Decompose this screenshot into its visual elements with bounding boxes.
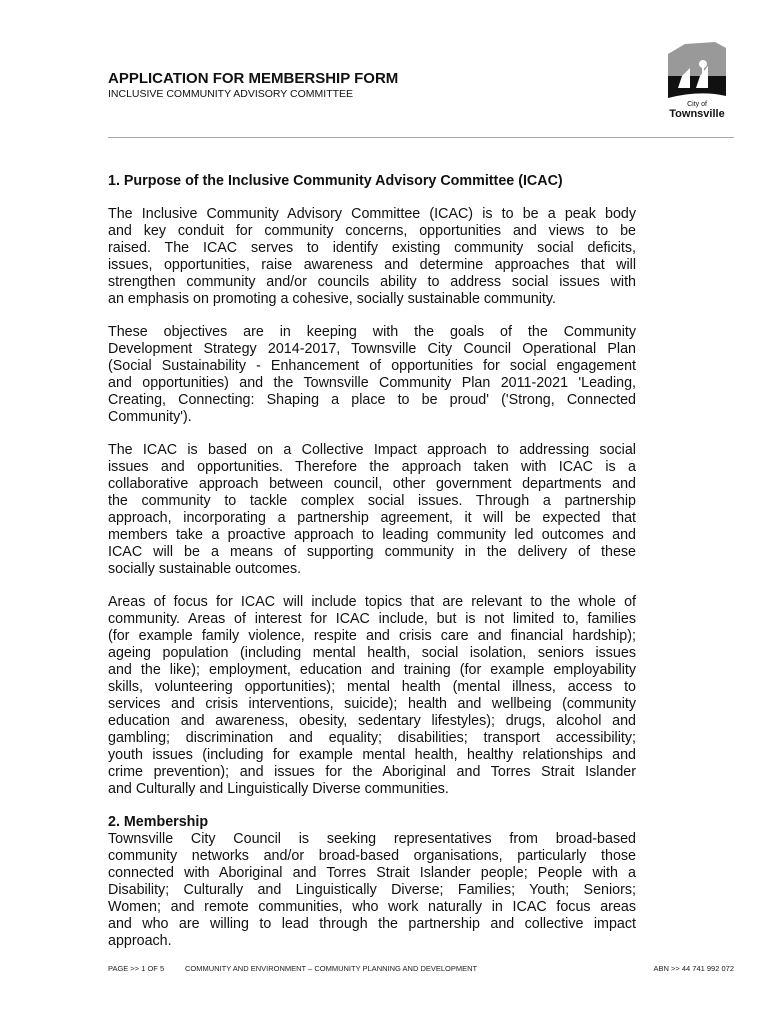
svg-text:Townsville: Townsville <box>669 108 725 118</box>
text-line: youth issues (including for example mental health, healthy relationships and <box>108 747 636 763</box>
text-line: and key conduit for community concerns, opportunities and views to be <box>108 223 636 239</box>
text-line: (for example family violence, respite and crisis care and financial hardship); <box>108 628 636 644</box>
footer-page-number: PAGE >> 1 OF 5 <box>108 964 165 973</box>
text-line: education and awareness, obesity, sedentary lifestyles); drugs, alcohol and <box>108 713 636 729</box>
document-body <box>108 173 636 950</box>
section-1-heading: 1. Purpose of the Inclusive Community Advisory Committee (ICAC) <box>108 173 563 189</box>
text-line: collaborative approach between council, other government departments and <box>108 476 636 492</box>
text-line: and who are willing to lead through the partnership and collective impact <box>108 916 636 932</box>
text-line: issues, opportunities, raise awareness and determine approaches that will <box>108 257 636 273</box>
text-line: members take a proactive approach to leading community led outcomes and <box>108 527 636 543</box>
text-line: connected with Aboriginal and Torres Strait Islander people; People with a <box>108 865 636 881</box>
text-line: crime prevention); and issues for the Aboriginal and Torres Strait Islander <box>108 764 636 780</box>
form-title: APPLICATION FOR MEMBERSHIP FORM <box>108 70 399 87</box>
text-line: and opportunities) and the Townsville Community Plan 2011-2021 'Leading, <box>108 375 636 391</box>
text-line: These objectives are in keeping with the goals of the Community <box>108 324 636 340</box>
text-line: the community to tackle complex social issues. Through a partnership <box>108 493 636 509</box>
text-line: raised. The ICAC serves to identify existing community social deficits, <box>108 240 636 256</box>
text-line: and the like); employment, education and training (for example employability <box>108 662 636 678</box>
text-line: (Social Sustainability - Enhancement of opportunities for social engagement <box>108 358 636 374</box>
text-line: gambling; discrimination and equality; disabilities; transport accessibility; <box>108 730 636 746</box>
text-line: Women; and remote communities, who work naturally in ICAC focus areas <box>108 899 636 915</box>
text-line: an emphasis on promoting a cohesive, socially sustainable community. <box>108 291 556 307</box>
text-line: Areas of focus for ICAC will include topics that are relevant to the whole of <box>108 594 636 610</box>
text-line: skills, volunteering opportunities); mental health (mental illness, access to <box>108 679 636 695</box>
text-line: and Culturally and Linguistically Diverse communities. <box>108 781 449 797</box>
text-line: The Inclusive Community Advisory Committee (ICAC) is to be a peak body <box>108 206 636 222</box>
paragraph <box>108 594 636 798</box>
footer-abn: ABN >> 44 741 992 072 <box>653 964 734 973</box>
text-line: community networks and/or broad-based organisations, particularly those <box>108 848 636 864</box>
text-line: ageing population (including mental health, social isolation, seniors issues <box>108 645 636 661</box>
townsville-logo <box>660 38 740 118</box>
text-line: socially sustainable outcomes. <box>108 561 302 577</box>
text-line: Community'). <box>108 409 192 425</box>
text-line: ICAC will be a means of supporting community in the delivery of these <box>108 544 636 560</box>
footer-department: COMMUNITY AND ENVIRONMENT – COMMUNITY PLANNING AND DEVELOPMENT <box>185 964 478 973</box>
text-line: strengthen community and/or councils ability to address social issues with <box>108 274 636 290</box>
text-line: issues and opportunities. Therefore the approach taken with ICAC is a <box>108 459 636 475</box>
paragraph <box>108 206 636 308</box>
text-line: approach. <box>108 933 172 949</box>
text-line: approach, incorporating a partnership agreement, it will be expected that <box>108 510 636 526</box>
text-line: community. Areas of interest for ICAC include, but is not limited to, families <box>108 611 636 627</box>
paragraph <box>108 324 636 426</box>
paragraph <box>108 442 636 578</box>
text-line: Disability; Culturally and Linguistically Diverse; Families; Youth; Seniors; <box>108 882 636 898</box>
text-line: The ICAC is based on a Collective Impact approach to addressing social <box>108 442 636 458</box>
text-line: Development Strategy 2014-2017, Townsville City Council Operational Plan <box>108 341 636 357</box>
membership-paragraph <box>108 831 636 950</box>
text-line: services and crisis interventions, suicide); health and wellbeing (community <box>108 696 636 712</box>
form-subtitle: INCLUSIVE COMMUNITY ADVISORY COMMITTEE <box>108 88 354 100</box>
text-line: Creating, Connecting: Shaping a place to be proud' ('Strong, Connected <box>108 392 636 408</box>
svg-text:City of: City of <box>687 101 707 108</box>
section-2-heading: 2. Membership <box>108 814 209 830</box>
header-divider <box>108 137 734 138</box>
text-line: Townsville City Council is seeking representatives from broad-based <box>108 831 636 847</box>
